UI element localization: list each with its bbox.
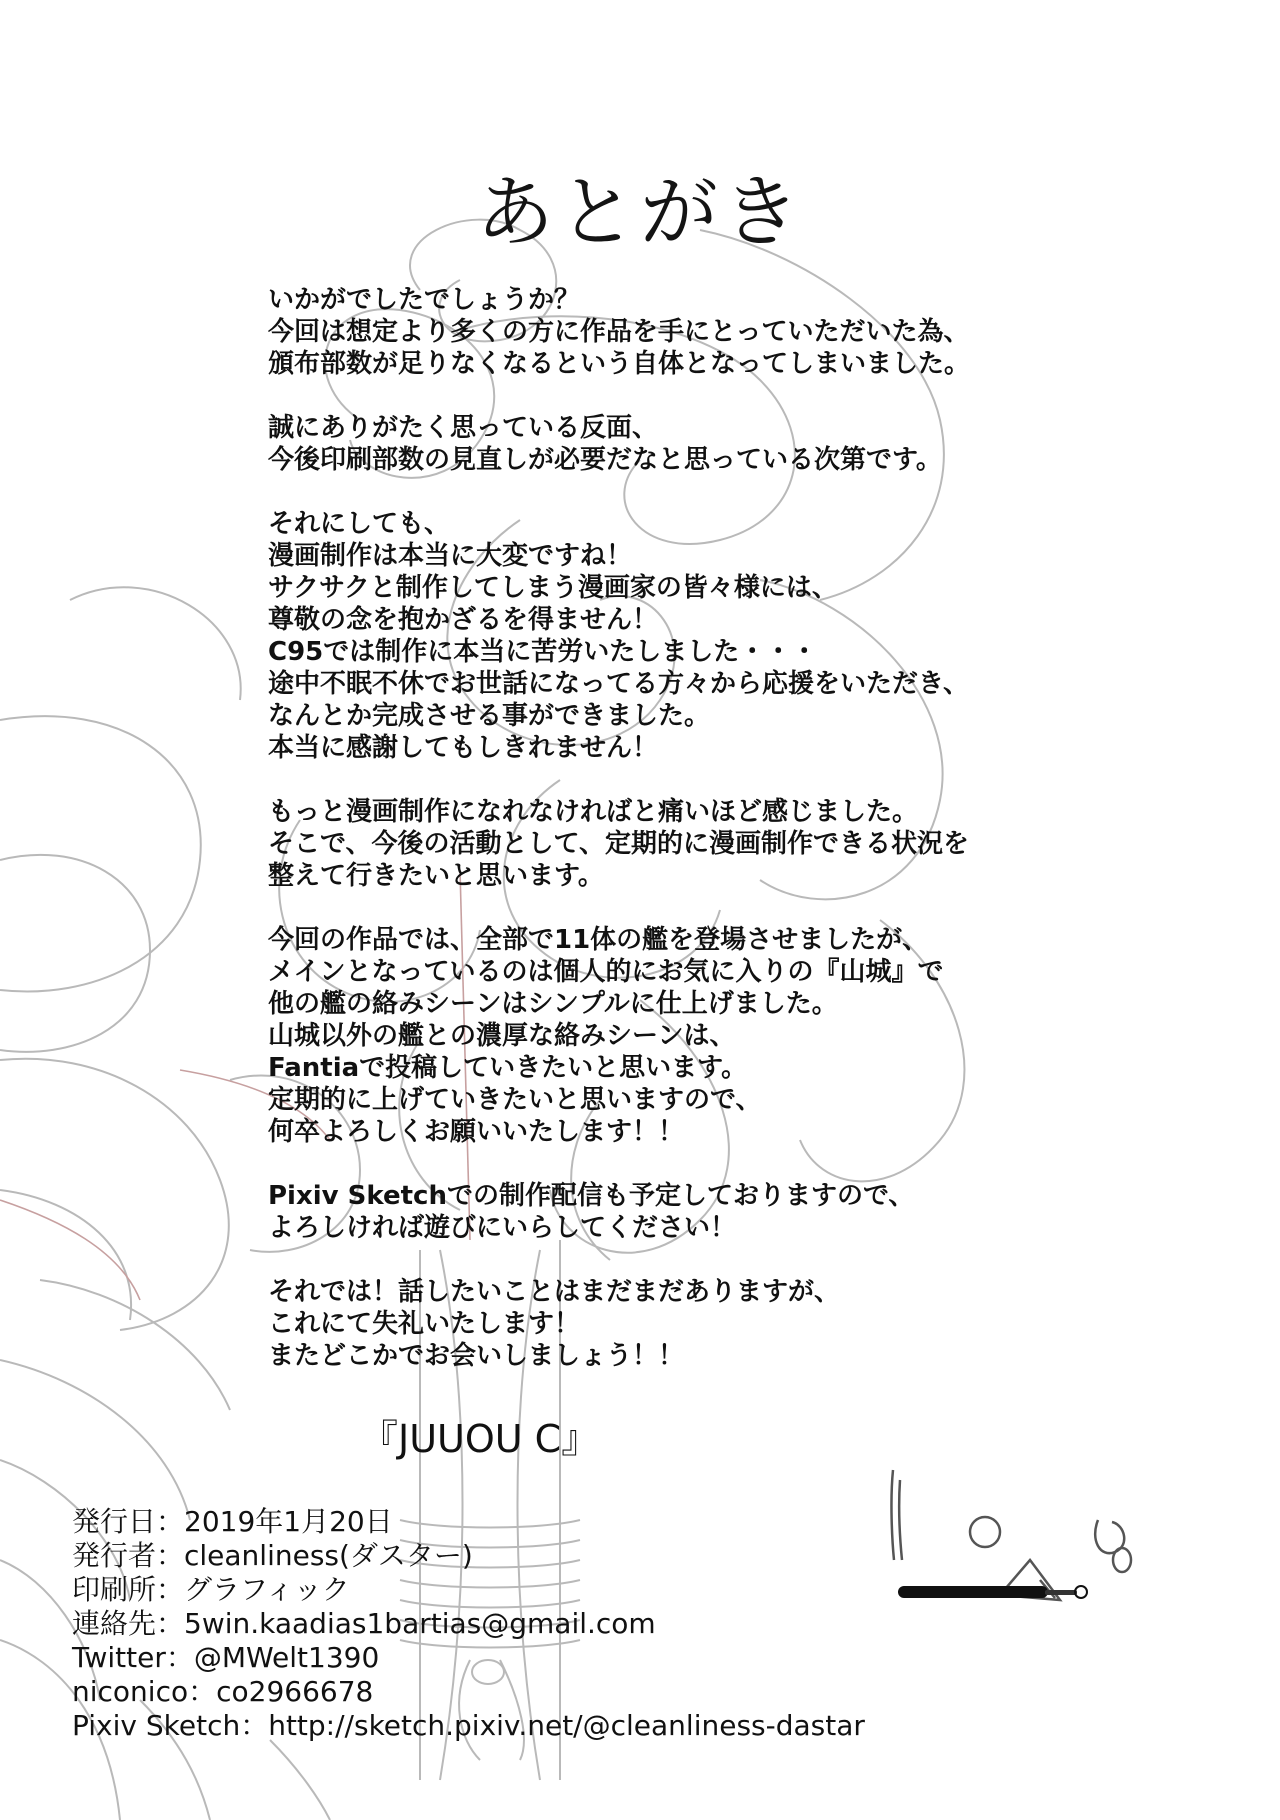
- body-line: なんとか完成させる事ができました。: [268, 701, 711, 731]
- body-line: 今回は想定より多くの方に作品を手にとっていただいた為、: [268, 317, 970, 347]
- body-line: いかがでしたでしょうか？: [268, 285, 581, 315]
- body-line: それでは！話したいことはまだまだありますが、: [268, 1277, 841, 1307]
- colophon-publisher: 発行者：cleanliness(ダスター): [72, 1539, 473, 1572]
- paragraph-gap: [268, 380, 988, 412]
- body-line: それにしても、: [268, 509, 451, 539]
- body-line: そこで、今後の活動として、定期的に漫画制作できる状況を: [268, 829, 969, 859]
- colophon-twitter: Twitter：@MWelt1390: [72, 1641, 380, 1674]
- body-line: よろしければ遊びにいらしてください！: [268, 1213, 737, 1243]
- body-line: 誠にありがたく思っている反面、: [268, 413, 659, 443]
- body-line: メインとなっているのは個人的にお気に入りの『山城』で: [268, 957, 944, 987]
- body-line: 漫画制作は本当に大変ですね！: [268, 541, 633, 571]
- circle-signature: 『JUUOU C』: [360, 1417, 600, 1461]
- body-line: 尊敬の念を抱かざるを得ません！: [268, 605, 659, 635]
- body-line: 今回の作品では、全部で11体の艦を登場させましたが、: [268, 925, 929, 955]
- paragraph-gap: [268, 892, 988, 924]
- paragraph-gap: [268, 1244, 988, 1276]
- paragraph-gap: [268, 1148, 988, 1180]
- colophon-publish-date: 発行日：2019年1月20日: [72, 1505, 393, 1538]
- body-line: サクサクと制作してしまう漫画家の皆々様には、: [268, 573, 838, 603]
- body-line: C95では制作に本当に苦労いたしました・・・: [268, 637, 818, 667]
- colophon-pixiv-sketch: Pixiv Sketch：http://sketch.pixiv.net/@cleanliness-dastar: [72, 1709, 865, 1742]
- paragraph-gap: [268, 476, 988, 508]
- body-line: 頒布部数が足りなくなるという自体となってしまいました。: [268, 349, 971, 379]
- colophon-niconico: niconico：co2966678: [72, 1675, 374, 1708]
- body-line: またどこかでお会いしましょう！！: [268, 1341, 685, 1371]
- body-line: 定期的に上げていきたいと思いますので、: [268, 1085, 762, 1115]
- body-line: Pixiv Sketchでの制作配信も予定しておりますので、: [268, 1181, 915, 1211]
- body-line: もっと漫画制作になれなければと痛いほど感じました。: [268, 797, 919, 827]
- body-line: 山城以外の艦との濃厚な絡みシーンは、: [268, 1021, 736, 1051]
- body-line: 何卒よろしくお願いいたします！！: [268, 1117, 685, 1147]
- body-line: 今後印刷部数の見直しが必要だなと思っている次第です。: [268, 445, 942, 475]
- colophon-contact-email: 連絡先：5win.kaadias1bartias@gmail.com: [72, 1607, 656, 1640]
- body-line: Fantiaで投稿していきたいと思います。: [268, 1053, 748, 1083]
- paragraph-gap: [268, 764, 988, 796]
- page-title: あとがき: [475, 168, 804, 258]
- body-line: 途中不眠不休でお世話になってる方々から応援をいただき、: [268, 669, 969, 699]
- colophon-printer: 印刷所：グラフィック: [72, 1573, 350, 1606]
- afterword-body: [268, 284, 988, 1372]
- body-line: 本当に感謝してもしきれません！: [268, 733, 659, 763]
- body-line: 他の艦の絡みシーンはシンプルに仕上げました。: [268, 989, 838, 1019]
- body-line: これにて失礼いたします！: [268, 1309, 581, 1339]
- colophon: [72, 1505, 972, 1743]
- body-line: 整えて行きたいと思います。: [268, 861, 604, 891]
